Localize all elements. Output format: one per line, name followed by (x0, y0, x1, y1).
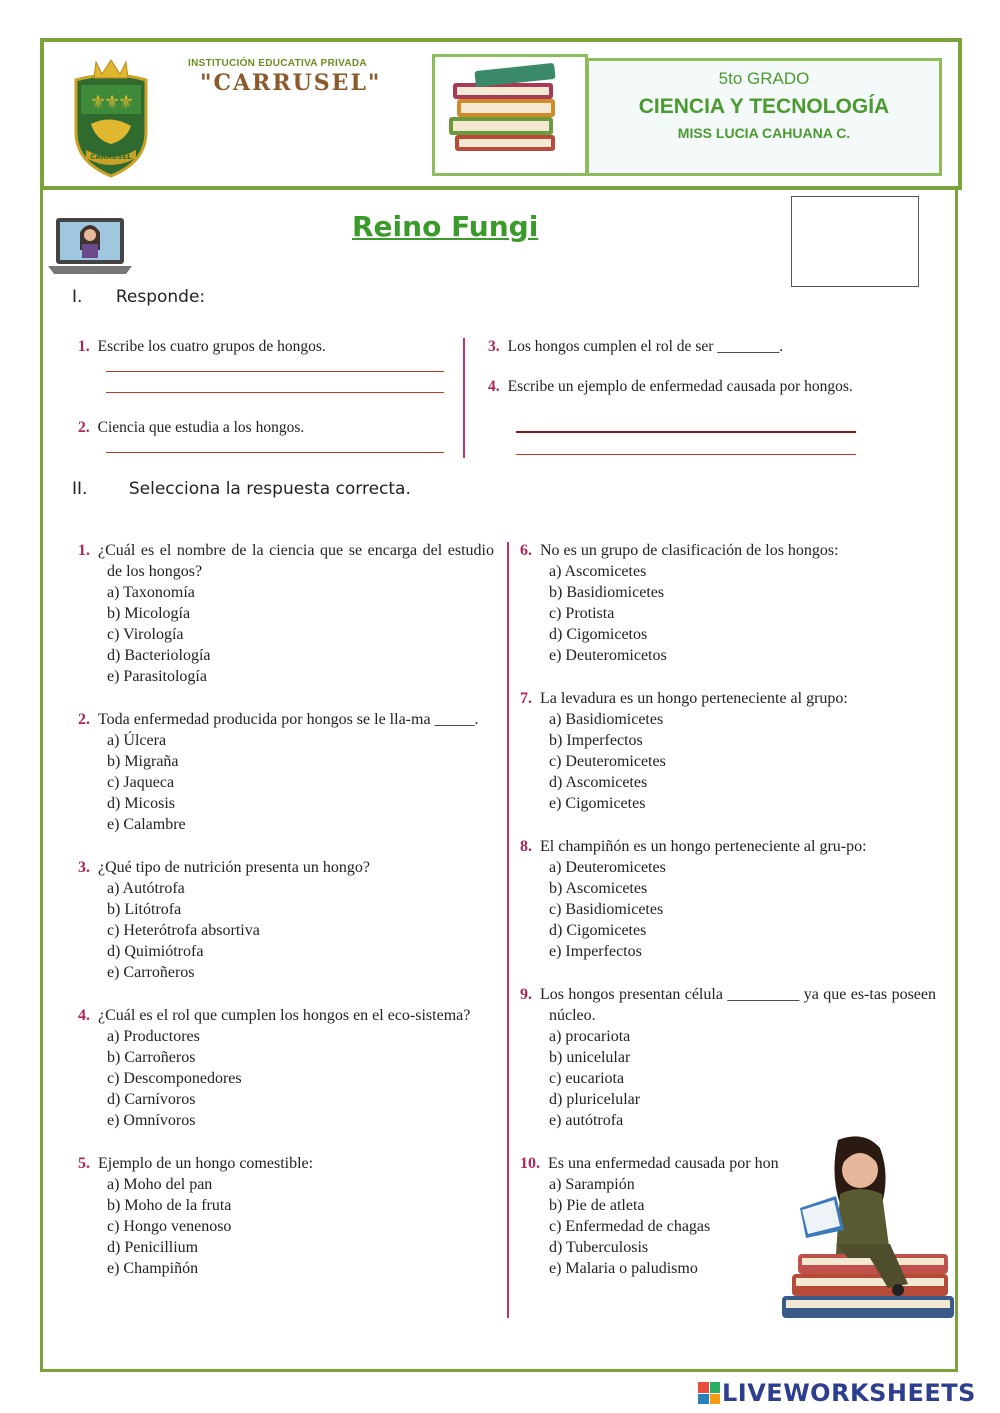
answer-option[interactable]: d) pluricelular (549, 1091, 641, 1108)
mcq-question (78, 857, 494, 983)
section2-heading (72, 479, 411, 499)
s1-q2-number: 2. (78, 419, 90, 436)
answer-option[interactable]: d) Cigomicetos (549, 626, 648, 643)
books-image-box (432, 54, 588, 176)
answer-option[interactable]: d) Micosis (107, 795, 175, 812)
mcq-question (520, 836, 936, 962)
answer-option[interactable]: d) Ascomicetes (549, 774, 648, 791)
answer-option[interactable]: a) Basidiomicetes (549, 711, 664, 728)
question-text: Los hongos presentan célula _________ ya que es-tas poseen núcleo. (540, 986, 936, 1024)
page-title: Reino Fungi (352, 210, 539, 243)
books-icon (435, 57, 585, 173)
answer-option[interactable]: d) Carnívoros (107, 1091, 196, 1108)
answer-option[interactable]: b) Migraña (107, 753, 179, 770)
answer-option[interactable]: e) Omnívoros (107, 1112, 196, 1129)
s1-q1-text: Escribe los cuatro grupos de hongos. (97, 338, 326, 355)
answer-option[interactable]: c) Protista (549, 605, 615, 622)
answer-option[interactable]: e) autótrofa (549, 1112, 624, 1129)
mcq-question (78, 1005, 494, 1131)
question-number: 2. (78, 711, 90, 728)
question-stem (78, 1005, 494, 1026)
mcq-question (520, 984, 936, 1131)
s1-q4-number: 4. (488, 378, 500, 395)
answer-option[interactable]: b) Micología (107, 605, 191, 622)
question-number: 9. (520, 986, 532, 1003)
answer-option[interactable]: c) Virología (107, 626, 184, 643)
question-text: Toda enfermedad producida por hongos se le lla-ma _____. (98, 711, 479, 728)
answer-option[interactable]: a) Taxonomía (107, 584, 195, 601)
s1-question-2 (78, 417, 458, 438)
s1-question-3 (488, 336, 878, 357)
answer-option[interactable]: d) Quimiótrofa (107, 943, 204, 960)
s1-q1-number: 1. (78, 338, 90, 355)
question-number: 3. (78, 859, 90, 876)
question-text: Es una enfermedad causada por hon (548, 1155, 779, 1172)
question-text: ¿Cuál es el nombre de la ciencia que se encarga del estudio de los hongos? (98, 542, 494, 580)
s1-question-4 (488, 376, 878, 397)
answer-option[interactable]: c) Enfermedad de chagas (549, 1218, 711, 1235)
answer-option[interactable]: e) Deuteromicetos (549, 647, 667, 664)
answer-option[interactable]: c) Jaqueca (107, 774, 175, 791)
answer-option[interactable]: b) Carroñeros (107, 1049, 196, 1066)
question-number: 1. (78, 542, 90, 559)
question-stem (78, 1153, 494, 1174)
answer-line[interactable] (106, 371, 444, 372)
column-divider (507, 542, 509, 1318)
answer-line[interactable] (106, 392, 444, 393)
answer-line[interactable] (516, 454, 856, 455)
course-info-box (586, 58, 942, 176)
answer-option[interactable]: b) Moho de la fruta (107, 1197, 232, 1214)
s1-q4-text: Escribe un ejemplo de enfermedad causada por hongos. (507, 378, 853, 395)
liveworksheets-badge-icon (698, 1382, 720, 1404)
section1-number: I. (72, 287, 83, 307)
question-stem (520, 984, 936, 1026)
answer-option[interactable]: d) Tuberculosis (549, 1239, 649, 1256)
answer-option[interactable]: d) Bacteriología (107, 647, 211, 664)
question-stem (78, 540, 494, 582)
question-stem (520, 688, 936, 709)
school-name-carrusel: "CARRUSEL" (200, 70, 382, 96)
question-number: 5. (78, 1155, 90, 1172)
question-text: El champiñón es un hongo perteneciente al gru-po: (540, 838, 867, 855)
mcq-question (520, 540, 936, 666)
question-number: 10. (520, 1155, 540, 1172)
answer-option[interactable]: b) Ascomicetes (549, 880, 648, 897)
answer-option[interactable]: a) Autótrofa (107, 880, 185, 897)
school-name-line: INSTITUCIÓN EDUCATIVA PRIVADA (188, 58, 367, 69)
question-number: 4. (78, 1007, 90, 1024)
mcq-question (78, 540, 494, 687)
answer-option[interactable]: c) Descomponedores (107, 1070, 242, 1087)
answer-line[interactable] (106, 452, 444, 453)
school-crest-logo (66, 52, 156, 180)
question-text: Ejemplo de un hongo comestible: (98, 1155, 314, 1172)
section2-title: Selecciona la respuesta correcta. (128, 479, 411, 499)
answer-option[interactable]: c) Deuteromicetes (549, 753, 666, 770)
answer-option[interactable]: e) Calambre (107, 816, 186, 833)
s1-q3-text: Los hongos cumplen el rol de ser ________. (507, 338, 784, 355)
mcq-question (78, 1153, 494, 1279)
answer-option[interactable]: c) Heterótrofa absortiva (107, 922, 260, 939)
answer-option[interactable]: d) Penicillium (107, 1239, 199, 1256)
answer-option[interactable]: c) Hongo venenoso (107, 1218, 232, 1235)
section1-heading (72, 287, 205, 307)
answer-option[interactable]: e) Parasitología (107, 668, 207, 685)
answer-option[interactable]: e) Cigomicetes (549, 795, 646, 812)
question-number: 7. (520, 690, 532, 707)
answer-option[interactable]: a) Úlcera (107, 732, 167, 749)
grade-stamp-box (791, 196, 919, 287)
answer-option[interactable]: b) Litótrofa (107, 901, 182, 918)
question-text: No es un grupo de clasificación de los hongos: (540, 542, 839, 559)
subject-label: CIENCIA Y TECNOLOGÍA (638, 95, 890, 118)
question-stem (520, 836, 936, 857)
grade-label: 5to GRADO (718, 69, 810, 88)
question-text: ¿Cuál es el rol que cumplen los hongos en el eco-sistema? (98, 1007, 471, 1024)
section2-number: II. (72, 479, 88, 499)
teacher-laptop-image (46, 210, 134, 278)
question-number: 6. (520, 542, 532, 559)
svg-text:⚜: ⚜ (104, 92, 121, 113)
answer-option[interactable]: e) Champiñón (107, 1260, 199, 1277)
teacher-reading-image (778, 1134, 958, 1344)
answer-line[interactable] (516, 431, 856, 433)
question-stem (520, 540, 936, 561)
answer-option[interactable]: b) unicelular (549, 1049, 631, 1066)
questions-left-column (78, 540, 494, 1279)
section1-title: Responde: (115, 287, 206, 307)
svg-text:⚜: ⚜ (90, 92, 107, 113)
crest-text: CARRUSEL (90, 153, 132, 161)
answer-option[interactable]: c) Basidiomicetes (549, 901, 664, 918)
answer-option[interactable]: a) procariota (549, 1028, 631, 1045)
column-divider (463, 338, 465, 458)
s1-q2-text: Ciencia que estudia a los hongos. (97, 419, 305, 436)
question-stem (78, 709, 494, 730)
mcq-question (78, 709, 494, 835)
answer-option[interactable]: a) Productores (107, 1028, 200, 1045)
liveworksheets-logo[interactable] (698, 1378, 976, 1408)
teacher-label: MISS LUCIA CAHUANA C. (677, 125, 851, 141)
s1-question-1 (78, 336, 458, 357)
question-text: La levadura es un hongo perteneciente al grupo: (540, 690, 848, 707)
s1-q3-number: 3. (488, 338, 500, 355)
answer-option[interactable]: e) Malaria o paludismo (549, 1260, 698, 1277)
liveworksheets-brand: LIVEWORKSHEETS (722, 1379, 976, 1407)
svg-text:⚜: ⚜ (118, 92, 135, 113)
answer-option[interactable]: e) Imperfectos (549, 943, 642, 960)
answer-option[interactable]: a) Deuteromicetes (549, 859, 666, 876)
answer-option[interactable]: a) Ascomicetes (549, 563, 647, 580)
answer-option[interactable]: b) Imperfectos (549, 732, 643, 749)
answer-option[interactable]: c) eucariota (549, 1070, 625, 1087)
answer-option[interactable]: a) Moho del pan (107, 1176, 213, 1193)
answer-option[interactable]: e) Carroñeros (107, 964, 195, 981)
question-text: ¿Qué tipo de nutrición presenta un hongo? (98, 859, 370, 876)
mcq-question (520, 688, 936, 814)
question-stem (78, 857, 494, 878)
answer-option[interactable]: d) Cigomicetes (549, 922, 647, 939)
answer-option[interactable]: b) Basidiomicetes (549, 584, 665, 601)
question-number: 8. (520, 838, 532, 855)
answer-option[interactable]: a) Sarampión (549, 1176, 635, 1193)
answer-option[interactable]: b) Pie de atleta (549, 1197, 645, 1214)
